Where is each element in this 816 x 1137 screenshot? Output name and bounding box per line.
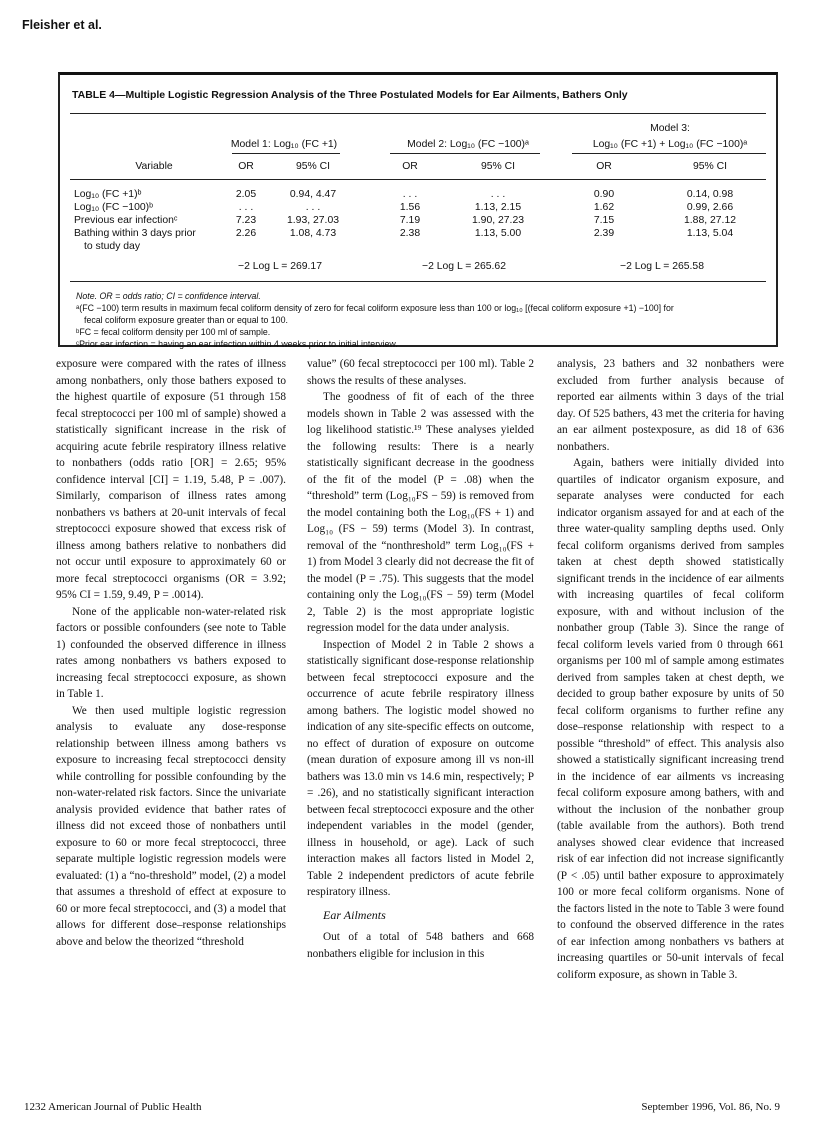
running-head: Fleisher et al. [22,18,102,32]
row2-m1-ci: . . . [305,202,321,213]
model2-rule [390,153,540,154]
m1-or-header: OR [238,161,254,172]
note-b: ᵇFC = fecal coliform density per 100 ml of sample. [76,327,271,337]
body-column-1 [56,356,286,950]
m2-ci-header: 95% CI [480,161,516,172]
m3-or-header: OR [596,161,612,172]
row4-m2-ci: 1.13, 5.00 [474,228,522,239]
paragraph: exposure were compared with the rates of illness among nonbathers, only those bathers exposed to the highest quartile of exposure (51 through 158 fecal streptococci per 100 ml of sample) showed a statistically significant increase in the risk of acquiring acute febrile respiratory illness relative to nonbathers (odds ratio [OR] = 2.65; 95% confidence interval [CI] = 1.19, 5.48, P = .007). Similarly, comparison of illness rates among nonbathers vs bathers at 20-unit intervals of fecal streptococci exposure showed that excess risk of illness among bathers relative to nonbathers did not occur until exposure to approximately 60 or more fecal streptococci organisms (OR = 3.92; 95% CI = 1.59, 9.49, P = .0014). [56,358,286,601]
paragraph: value” (60 fecal streptococci per 100 ml). Table 2 shows the results of these analyses. [307,358,534,387]
footer-left: 1232 American Journal of Public Health [24,1101,202,1113]
paragraph: Again, bathers were initially divided into quartiles of indicator organism exposure, and separate analyses were conducted for each indicator organism assayed for and at each of the three water-quality sampling depths used. Only fecal coliform organisms derived from samples taken at chest depth showed statistically significant trends in the incidence of ear ailments with increasing quartiles of fecal coliform exposure, with and without inclusion of the nonbather group (Table 3). Since the range of fecal coliform levels varied from 0 through 661 organisms per 100 ml of sample among estimates derived from samples taken at chest depth, we decided to group bather exposure by units of 50 fecal coliform organisms to further refine any dose–response relationship with respect to a possible “threshold” of effect. This analysis also showed a statistically significant increasing trend in the incidence of ear ailments vs increasing fecal coliform exposure among bathers, with and without the inclusion of the nonbather group (table available from the authors). Both trend analyses showed clear evidence that increased risk of ear infection did not increase significantly (P < .05) until bather exposure to approximately 100 or more fecal coliform organisms. None of the factors listed in the note to Table 3 were found to confound the observed difference in the rates of ear infection among nonbathers vs bathers at increasing quartiles or 50-unit intervals of fecal coliform exposure, as shown in Table 3. [557,457,784,981]
paragraph: We then used multiple logistic regression analysis to evaluate any dose-response relationship between illness among bathers vs exposure to increasing fecal streptococci density while controlling for possible confounding by the non-water-related risk factors. Since the univariate analysis provided evidence that bather rates of illness did not exceed those of nonbathers until exposure to 60 or more fecal streptococci, three separate multiple logistic regression models were evaluated: (1) a “no-threshold” model, (2) a model that assumes a threshold of effect at exposure to 60 or more fecal streptococci, and (3) a model that allows for different dose–response relationships above and below the theorized “threshold [56,704,286,948]
row4-variable-line2: to study day [84,241,141,252]
loglik-m1: −2 Log L = 269.17 [238,261,322,272]
paragraph: Out of a total of 548 bathers and 668 nonbathers eligible for inclusion in this [307,931,534,960]
row4-variable: Bathing within 3 days prior [74,228,196,239]
row4-m1-or: 2.26 [235,228,257,239]
row1-m1-or: 2.05 [235,189,257,200]
row2-m3-ci: 0.99, 2.66 [686,202,734,213]
row2-m3-or: 1.62 [593,202,615,213]
row1-m3-or: 0.90 [593,189,615,200]
row4-m3-ci: 1.13, 5.04 [686,228,734,239]
header-bottom-rule [70,179,766,180]
row4-m3-or: 2.39 [593,228,615,239]
note-a: ᵃ(FC −100) term results in maximum fecal coliform density of zero for fecal coliform exposure less than 100 or log₁₀ [(fecal coliform exposure +1) −100] for [76,303,674,313]
footer-right: September 1996, Vol. 86, No. 9 [641,1101,780,1113]
body-column-3 [557,356,784,983]
row3-m3-ci: 1.88, 27.12 [684,215,736,226]
row3-m2-or: 7.19 [399,215,421,226]
row4-m2-or: 2.38 [399,228,421,239]
paragraph: analysis, 23 bathers and 32 nonbathers were excluded from further analysis because of reported ear ailments within 3 days of the trial day. Of 525 bathers, 43 met the criteria for having an ear ailment postexposure, as did 18 of 636 nonbathers. [557,358,784,453]
note-a-cont: fecal coliform exposure greater than or equal to 100. [84,315,288,325]
row3-m1-or: 7.23 [235,215,257,226]
section-heading-ear-ailments: Ear Ailments [323,907,386,922]
table-bottom-rule [70,281,766,282]
row2-m1-or: . . . [238,202,254,213]
row3-variable: Previous ear infectionᶜ [74,215,178,226]
model1-rule [232,153,340,154]
body-column-2 [307,356,534,962]
row1-m1-ci: 0.94, 4.47 [289,189,337,200]
row3-m2-ci: 1.90, 27.23 [472,215,524,226]
m1-ci-header: 95% CI [295,161,331,172]
row3-m3-or: 7.15 [593,215,615,226]
variable-header: Variable [135,161,173,172]
m3-ci-header: 95% CI [692,161,728,172]
table-4 [58,72,778,347]
row2-m2-or: 1.56 [399,202,421,213]
m2-or-header: OR [402,161,418,172]
model2-header: Model 2: Log₁₀ (FC −100)ᵃ [407,139,529,150]
row1-m2-ci: . . . [490,189,506,200]
row2-m2-ci: 1.13, 2.15 [474,202,522,213]
model3-rule [572,153,766,154]
row3-m1-ci: 1.93, 27.03 [287,215,339,226]
table-title: TABLE 4—Multiple Logistic Regression Analysis of the Three Postulated Models for Ear Ailments, Bathers Only [72,89,628,101]
table-top-rule [70,113,766,114]
loglik-m2: −2 Log L = 265.62 [422,261,506,272]
model1-header: Model 1: Log₁₀ (FC +1) [230,139,338,150]
model3-header-line2: Log₁₀ (FC +1) + Log₁₀ (FC −100)ᵃ [592,139,748,150]
model3-header-line1: Model 3: [650,123,690,134]
row1-variable: Log₁₀ (FC +1)ᵇ [74,189,142,200]
note-c: ᶜPrior ear infection = having an ear infection within 4 weeks prior to initial interview. [76,339,398,349]
table-notes [76,290,766,350]
loglik-m3: −2 Log L = 265.58 [620,261,704,272]
row1-m3-ci: 0.14, 0.98 [686,189,734,200]
paragraph: None of the applicable non-water-related risk factors or possible confounders (see note to Table 1) confounded the observed difference in illness rates among nonbathers vs bathers exposed to increasing fecal streptococci exposure, as shown in Table 1. [56,605,286,700]
row4-m1-ci: 1.08, 4.73 [289,228,337,239]
paragraph: Inspection of Model 2 in Table 2 shows a statistically significant dose-response relationship between fecal streptococci exposure and the occurrence of acute febrile respiratory illness among bathers. The logistic model showed no indication of any site-specific effects on outcome, no effect of duration of exposure on outcome (mean duration of exposure among ill vs non-ill bathers was 13.0 min vs 14.6 min, respectively; P = .26), and no statistically significant interaction between fecal streptococci exposure and the other independent variables in the model (gender, illness in household, or age). Lack of such interaction makes all factors listed in Model 2, Table 2 independent predictors of acute febrile respiratory illness. [307,638,534,898]
paragraph: The goodness of fit of each of the three models shown in Table 2 was assessed with the log likelihood statistic.¹⁹ These analyses yielded the following results: There is a nearly statistically significant decrease in the goodness of the fit of the model (P = .08) when the “threshold” term (Log₁₀FS − 59) is removed from the model containing both the Log₁₀(FS + 1) and Log₁₀ (FS − 59) terms (Model 3). In contrast, removal of the “nonthreshold” term Log₁₀(FS + 1) from Model 3 clearly did not decrease the fit of the model (P = .75). This suggests that the model containing only the Log₁₀(FS − 59) term (Model 2, Table 2) is the most appropriate logistic regression model for the data under analysis. [307,391,534,634]
note-abbrev: Note. OR = odds ratio; CI = confidence interval. [76,291,261,301]
row1-m2-or: . . . [402,189,418,200]
row2-variable: Log₁₀ (FC −100)ᵇ [74,202,154,213]
